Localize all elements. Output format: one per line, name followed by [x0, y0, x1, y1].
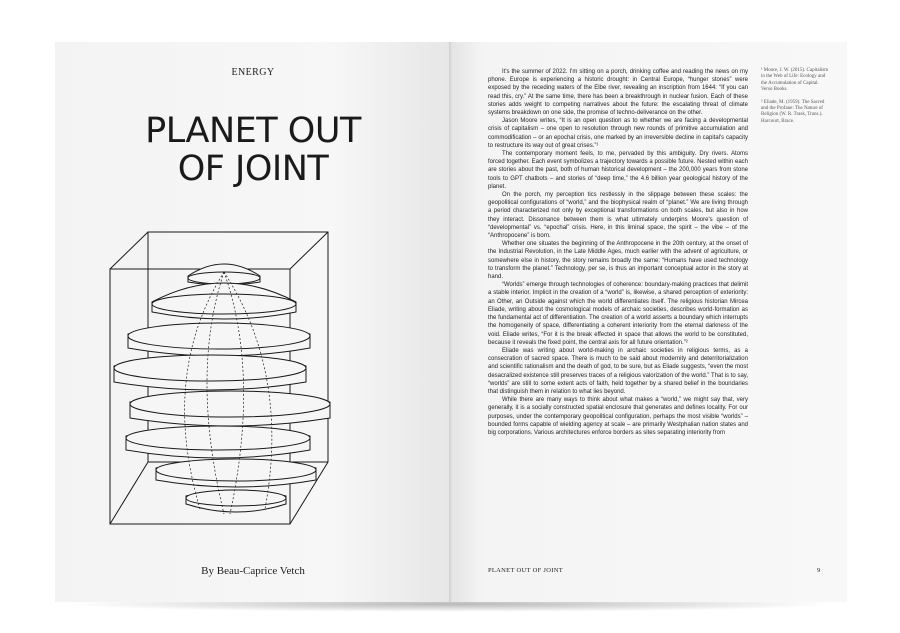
- paragraph: Eliade was writing about world-making in archaic societies in religious terms, as a consecration of sacred space. There is much to be said about modernity and deterritorialization and scientific rationalism and the death of god, to be sure, but as Eliade suggests, “even the most desacralized existence still preserves traces of a religious valorization of the world.” That is to say, “worlds” are still to some extent acts of faith, held together by a shared belief in the boundaries that distinguish them in relation to what lies beyond.: [488, 347, 748, 395]
- magazine-spread: [55, 42, 847, 602]
- byline: By Beau-Caprice Vetch: [201, 565, 305, 577]
- right-page: [451, 42, 847, 602]
- running-footer: PLANET OUT OF JOINT: [488, 567, 563, 574]
- footnote-1: ¹ Moore, J. W. (2015). Capitalism in the Web of Life: Ecology and the Accumulation of Capital. Verso Books.: [761, 68, 829, 93]
- article-title: [55, 112, 451, 188]
- section-label: ENERGY: [231, 67, 275, 78]
- title-line-1: PLANET OUT: [145, 111, 361, 151]
- sliced-sphere-in-cube-icon: [100, 224, 350, 544]
- paragraph: The contemporary moment feels, to me, pervaded by this ambiguity. Dry rivers. Atoms forced together. Each event symbolizes a trajectory towards a possible future. Nested within each are stories about the past, both of human historical development – the 200,000 years from stone tools to GPT chatbots – and stories of “deep time,” the 4.6 billion year geological history of the planet.: [488, 151, 748, 190]
- left-page: [55, 42, 451, 602]
- page-number: 9: [817, 567, 821, 574]
- paragraph: On the porch, my perception tics restlessly in the slippage between these scales: the geopolitical configurations of “world,” and the biophysical realm of “planet.” We are living through a period characterized not only by exceptional transformations on both scales, but also in how they interact. Dissonance between them is what ultimately underpins Moore's question of “developmental” vs. “epochal” crisis. Here, in this liminal space, the spirit – the vibe – of the “Anthropocene” is born.: [488, 192, 748, 240]
- paragraph: “Worlds” emerge through technologies of coherence: boundary-making practices that delimit a stable interior. Implicit in the creation of a “world” is, likewise, a shared perception of exteriority: an Other, an Outside against which the world differentiates itself. The religious historian Mircea Eliade, writing about the cosmological models of archaic societies, describes world-formation as the fundamental act of differentiation. The creation of a world asserts a boundary which interrupts the homogeneity of space, differentiating a coherent interiority from the eternal darkness of the void. Eliade writes, “For it is the break effected in space that allows the world to be constituted, because it reveals the fixed point, the central axis for all future orientation.”²: [488, 282, 748, 346]
- title-line-2: OF JOINT: [177, 149, 329, 189]
- footnote-2: ² Eliade, M. (1959). The Sacred and the Profane: The Nature of Religion (W. R. Trask, Trans.). Harcourt, Brace.: [761, 99, 825, 124]
- paragraph: Jason Moore writes, “It is an open question as to whether we are facing a developmental crisis of capitalism – one open to resolution through new rounds of primitive accumulation and commodification – or an epochal crisis, one marked by an irreversible decline in capital's capacity to restructure its way out of great crises.”¹: [488, 118, 748, 149]
- spine-gutter: [449, 42, 453, 602]
- article-body: [488, 68, 748, 437]
- paragraph: While there are many ways to think about what makes a “world,” we might say that, very generally, it is a socially constructed spatial enclosure that generates and defines locality. For our purposes, under the contemporary geopolitical configuration, perhaps the most visible “worlds” – bounded forms capable of wielding agency at scale – are primarily Westphalian nation states and big corporations. Various architectures enforce borders as sites separating interiority from: [488, 397, 748, 436]
- paragraph: It's the summer of 2022. I'm sitting on a porch, drinking coffee and reading the news on my phone. Europe is experiencing a historic drought: in Central Europe, “hunger stones” were exposed by the receding waters of the Elbe river, revealing an inscription from 1644: “If you can read this, cry.” At the same time, there has been a breakthrough in nuclear fusion. Each of these stories adds weight to competing narratives about the future: the escalating threat of climate systems breakdown on one side, the promise of techno-deliverance on the other.: [488, 69, 748, 117]
- sidenotes: [761, 68, 829, 131]
- paragraph: Whether one situates the beginning of the Anthropocene in the 20th century, at the onset of the Industrial Revolution, in the Late Middle Ages, much earlier with the advent of agriculture, or somewhere else in history, the story remains broadly the same: “Humans have used technology to transform the planet.” Technology, per se, is thus an important conceptual actor in the story at hand.: [488, 241, 748, 281]
